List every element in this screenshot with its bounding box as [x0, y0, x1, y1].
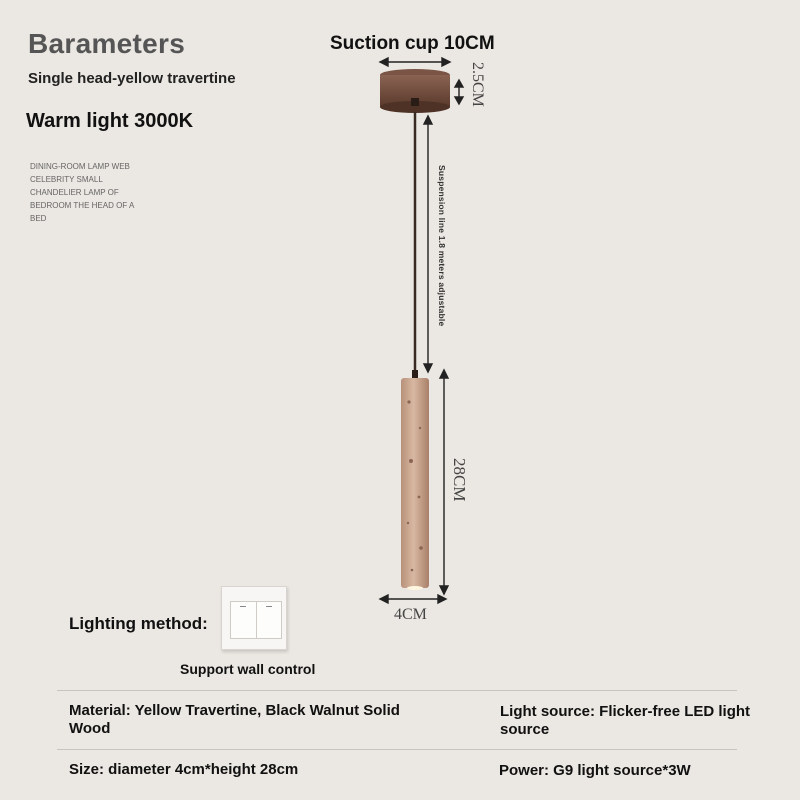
product-description: DINING-ROOM LAMP WEB CELEBRITY SMALL CHANDELIER LAMP OF BEDROOM THE HEAD OF A BED	[30, 162, 134, 223]
suspension-length-arrow	[424, 116, 432, 372]
material-spec: Material: Yellow Travertine, Black Walnut Solid Wood	[69, 702, 400, 737]
switch-rocker-right	[257, 602, 282, 638]
body-height-arrow	[440, 370, 448, 594]
body-diameter-arrow	[380, 595, 446, 603]
switch-rocker-left	[231, 602, 257, 638]
light-source-spec: Light source: Flicker-free LED light source	[500, 703, 751, 738]
color-temperature-label: Warm light 3000K	[26, 110, 194, 132]
canopy	[380, 69, 450, 113]
suspension-length-label: Suspension line 1.8 meters adjustable	[437, 165, 447, 327]
suction-cup-label: Suction cup 10CM	[330, 33, 495, 54]
size-spec: Size: diameter 4cm*height 28cm	[69, 761, 299, 778]
product-subtitle: Single head-yellow travertine	[28, 70, 236, 87]
switch-plate	[230, 601, 282, 639]
wall-control-label: Support wall control	[180, 661, 316, 677]
lighting-method-label: Lighting method:	[69, 614, 208, 633]
power-spec: Power: G9 light source*3W	[499, 762, 691, 779]
body-diameter-label: 4CM	[394, 606, 427, 623]
body-height-label: 28CM	[450, 458, 469, 502]
page-title: Barameters	[28, 28, 186, 59]
canopy-height-label: 2.5CM	[469, 62, 486, 107]
divider-middle	[57, 749, 737, 750]
canopy-height-arrow	[455, 80, 463, 104]
travertine-lamp-body	[401, 378, 429, 590]
wall-switch-image	[221, 586, 287, 650]
divider-top	[57, 690, 737, 691]
suction-width-arrow	[380, 58, 450, 66]
